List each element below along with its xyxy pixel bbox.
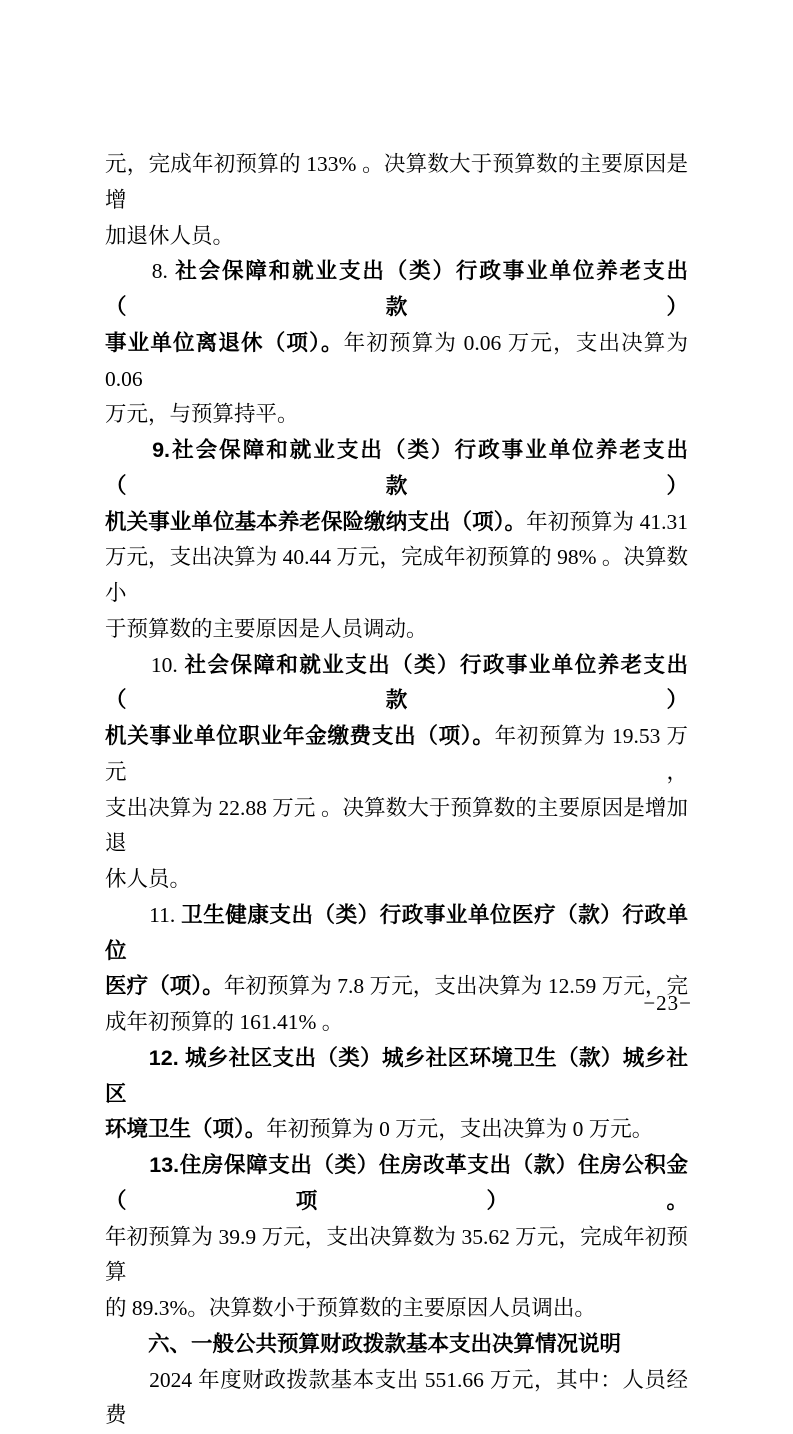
- text-line: [105, 219, 688, 255]
- line-segment: 8.: [105, 259, 175, 283]
- text-line: [105, 397, 688, 433]
- text-line: [105, 1291, 688, 1327]
- text-line: [105, 1220, 688, 1292]
- line-segment: 成年初预算的 161.41% 。: [105, 1010, 343, 1034]
- line-segment: [105, 1046, 149, 1070]
- line-segment: [105, 438, 152, 462]
- line-segment: [105, 1332, 148, 1356]
- text-line: [105, 1005, 688, 1041]
- text-line: [105, 862, 688, 898]
- line-segment: [105, 1153, 149, 1177]
- text-line: [105, 1363, 688, 1434]
- line-segment-bold: 环境卫生（项）。: [105, 1117, 266, 1141]
- line-segment-bold: 事业单位离退休（项）。: [105, 331, 344, 355]
- text-line: [105, 326, 688, 398]
- line-segment: 11.: [105, 903, 181, 927]
- text-line: [105, 433, 688, 505]
- line-segment: 年初预算为 7.8 万元，支出决算为 12.59 万元，完: [224, 974, 688, 998]
- text-line: [105, 254, 688, 326]
- line-segment-bold: 六、一般公共预算财政拨款基本支出决算情况说明: [148, 1332, 621, 1356]
- line-segment: 万元，支出决算为 40.44 万元，完成年初预算的 98% 。决算数小: [105, 545, 688, 605]
- text-line: [105, 505, 688, 541]
- text-line: [105, 791, 688, 863]
- line-segment: 万元，与预算持平。: [105, 402, 299, 426]
- line-segment: 年初预算为 39.9 万元，支出决算数为 35.62 万元，完成年初预算: [105, 1225, 688, 1285]
- line-segment: 休人员。: [105, 867, 191, 891]
- line-segment: 元，完成年初预算的 133% 。决算数大于预算数的主要原因是增: [105, 152, 688, 212]
- line-segment: 10.: [105, 653, 185, 677]
- line-segment-bold: 社会保障和就业支出（类）行政事业单位养老支出（款）: [105, 259, 688, 319]
- page-number: −23−: [643, 991, 692, 1016]
- line-segment: 支出决算为 22.88 万元 。决算数大于预算数的主要原因是增加退: [105, 796, 688, 856]
- line-segment: 于预算数的主要原因是人员调动。: [105, 617, 428, 641]
- line-segment: 的 89.3%。决算数小于预算数的主要原因人员调出。: [105, 1296, 596, 1320]
- line-segment-bold: 机关事业单位基本养老保险缴纳支出（项）。: [105, 510, 526, 534]
- line-segment: 2024 年度财政拨款基本支出 551.66 万元，其中：人员经费: [105, 1368, 688, 1428]
- text-line: [105, 719, 688, 791]
- text-line: [105, 147, 688, 219]
- text-line: [105, 540, 688, 612]
- document-text-block: [105, 147, 688, 1434]
- text-line: [105, 898, 688, 970]
- line-segment: 年初预算为 0 万元，支出决算为 0 万元。: [266, 1117, 653, 1141]
- line-segment-bold: 卫生健康支出（类）行政事业单位医疗（款）行政单位: [105, 903, 688, 963]
- line-segment: 年初预算为 19.53 万元，: [105, 724, 688, 784]
- text-line: [105, 648, 688, 720]
- line-segment-bold: 12. 城乡社区支出（类）城乡社区环境卫生（款）城乡社区: [105, 1046, 688, 1106]
- section-heading: [105, 1327, 688, 1363]
- line-segment-bold: 医疗（项）。: [105, 974, 224, 998]
- line-segment-bold: 13.住房保障支出（类）住房改革支出（款）住房公积金（项）。: [105, 1153, 688, 1213]
- text-line: [105, 969, 688, 1005]
- line-segment-bold: 机关事业单位职业年金缴费支出（项）。: [105, 724, 495, 748]
- line-segment: 加退休人员。: [105, 224, 234, 248]
- text-line: [105, 1112, 688, 1148]
- line-segment-bold: 9.社会保障和就业支出（类）行政事业单位养老支出（款）: [105, 438, 688, 498]
- line-segment: 年初预算为 0.06 万元，支出决算为 0.06: [105, 331, 688, 391]
- line-segment: 年初预算为 41.31: [526, 510, 688, 534]
- line-segment-bold: 社会保障和就业支出（类）行政事业单位养老支出（款）: [105, 653, 688, 713]
- text-line: [105, 612, 688, 648]
- text-line: [105, 1148, 688, 1220]
- text-line: [105, 1041, 688, 1113]
